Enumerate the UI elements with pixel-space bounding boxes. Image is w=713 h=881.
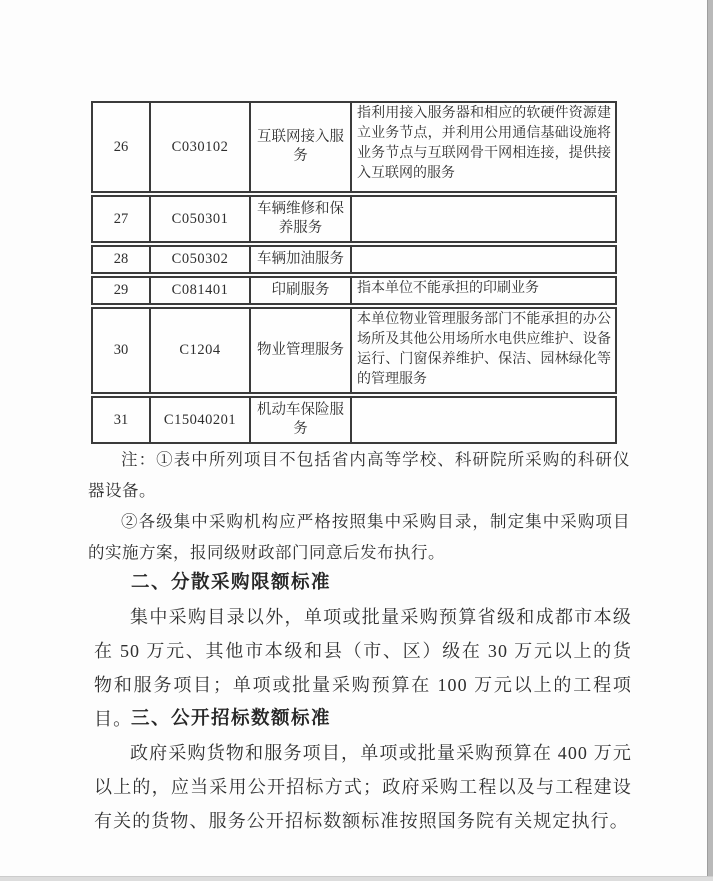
cell-name: 机动车保险服务 <box>251 398 352 442</box>
cell-description <box>352 247 615 272</box>
note-1: 注：①表中所列项目不包括省内高等学校、科研院所采购的科研仪器设备。 <box>88 450 630 500</box>
cell-name: 车辆加油服务 <box>251 247 352 272</box>
cell-seq: 29 <box>93 278 151 303</box>
cell-name: 印刷服务 <box>251 278 352 303</box>
procurement-catalog-table <box>91 101 617 446</box>
cell-seq: 26 <box>93 103 151 191</box>
table-row <box>91 396 617 444</box>
cell-description: 指利用接入服务器和相应的软硬件资源建立业务节点，并利用公用通信基础设施将业务节点与互联网骨干网相连接，提供接入互联网的服务 <box>357 106 611 181</box>
table-row <box>91 101 617 193</box>
cell-name: 互联网接入服务 <box>251 103 352 191</box>
table-row <box>91 307 617 394</box>
section-2-heading: 二、分散采购限额标准 <box>131 571 332 592</box>
cell-seq: 28 <box>93 247 151 272</box>
cell-code: C1204 <box>151 309 251 392</box>
cell-name: 车辆维修和保养服务 <box>251 197 352 241</box>
table-notes <box>88 444 630 568</box>
cell-code: C050302 <box>151 247 251 272</box>
cell-description <box>352 197 615 241</box>
cell-seq: 30 <box>93 309 151 392</box>
section-3-body: 政府采购货物和服务项目，单项或批量采购预算在 400 万元以上的，应当采用公开招标方式；政府采购工程以及与工程建设有关的货物、服务公开招标数额标准按照国务院有关规定执行。 <box>94 743 632 831</box>
cell-code: C030102 <box>151 103 251 191</box>
cell-code: C15040201 <box>151 398 251 442</box>
section-2-body: 集中采购目录以外，单项或批量采购预算省级和成都市本级在 50 万元、其他市本级和县（市、区）级在 30 万元以上的货物和服务项目；单项或批量采购预算在 100 万元以上的工程项目。 <box>94 607 632 729</box>
table-row <box>91 195 617 243</box>
cell-description <box>352 398 615 442</box>
cell-description: 指本单位不能承担的印刷业务 <box>357 281 539 296</box>
table-row <box>91 276 617 305</box>
cell-seq: 27 <box>93 197 151 241</box>
note-2: ②各级集中采购机构应严格按照集中采购目录，制定集中采购项目的实施方案，报同级财政部门同意后发布执行。 <box>88 512 630 562</box>
cell-description: 本单位物业管理服务部门不能承担的办公场所及其他公用场所水电供应维护、设备运行、门窗保养维护、保洁、园林绿化等的管理服务 <box>357 312 611 387</box>
scan-edge-right <box>707 0 713 881</box>
cell-code: C081401 <box>151 278 251 303</box>
table-row <box>91 245 617 274</box>
scan-edge-bottom <box>0 876 713 881</box>
cell-seq: 31 <box>93 398 151 442</box>
section-3-heading: 三、公开招标数额标准 <box>131 707 332 728</box>
cell-code: C050301 <box>151 197 251 241</box>
cell-name: 物业管理服务 <box>251 309 352 392</box>
